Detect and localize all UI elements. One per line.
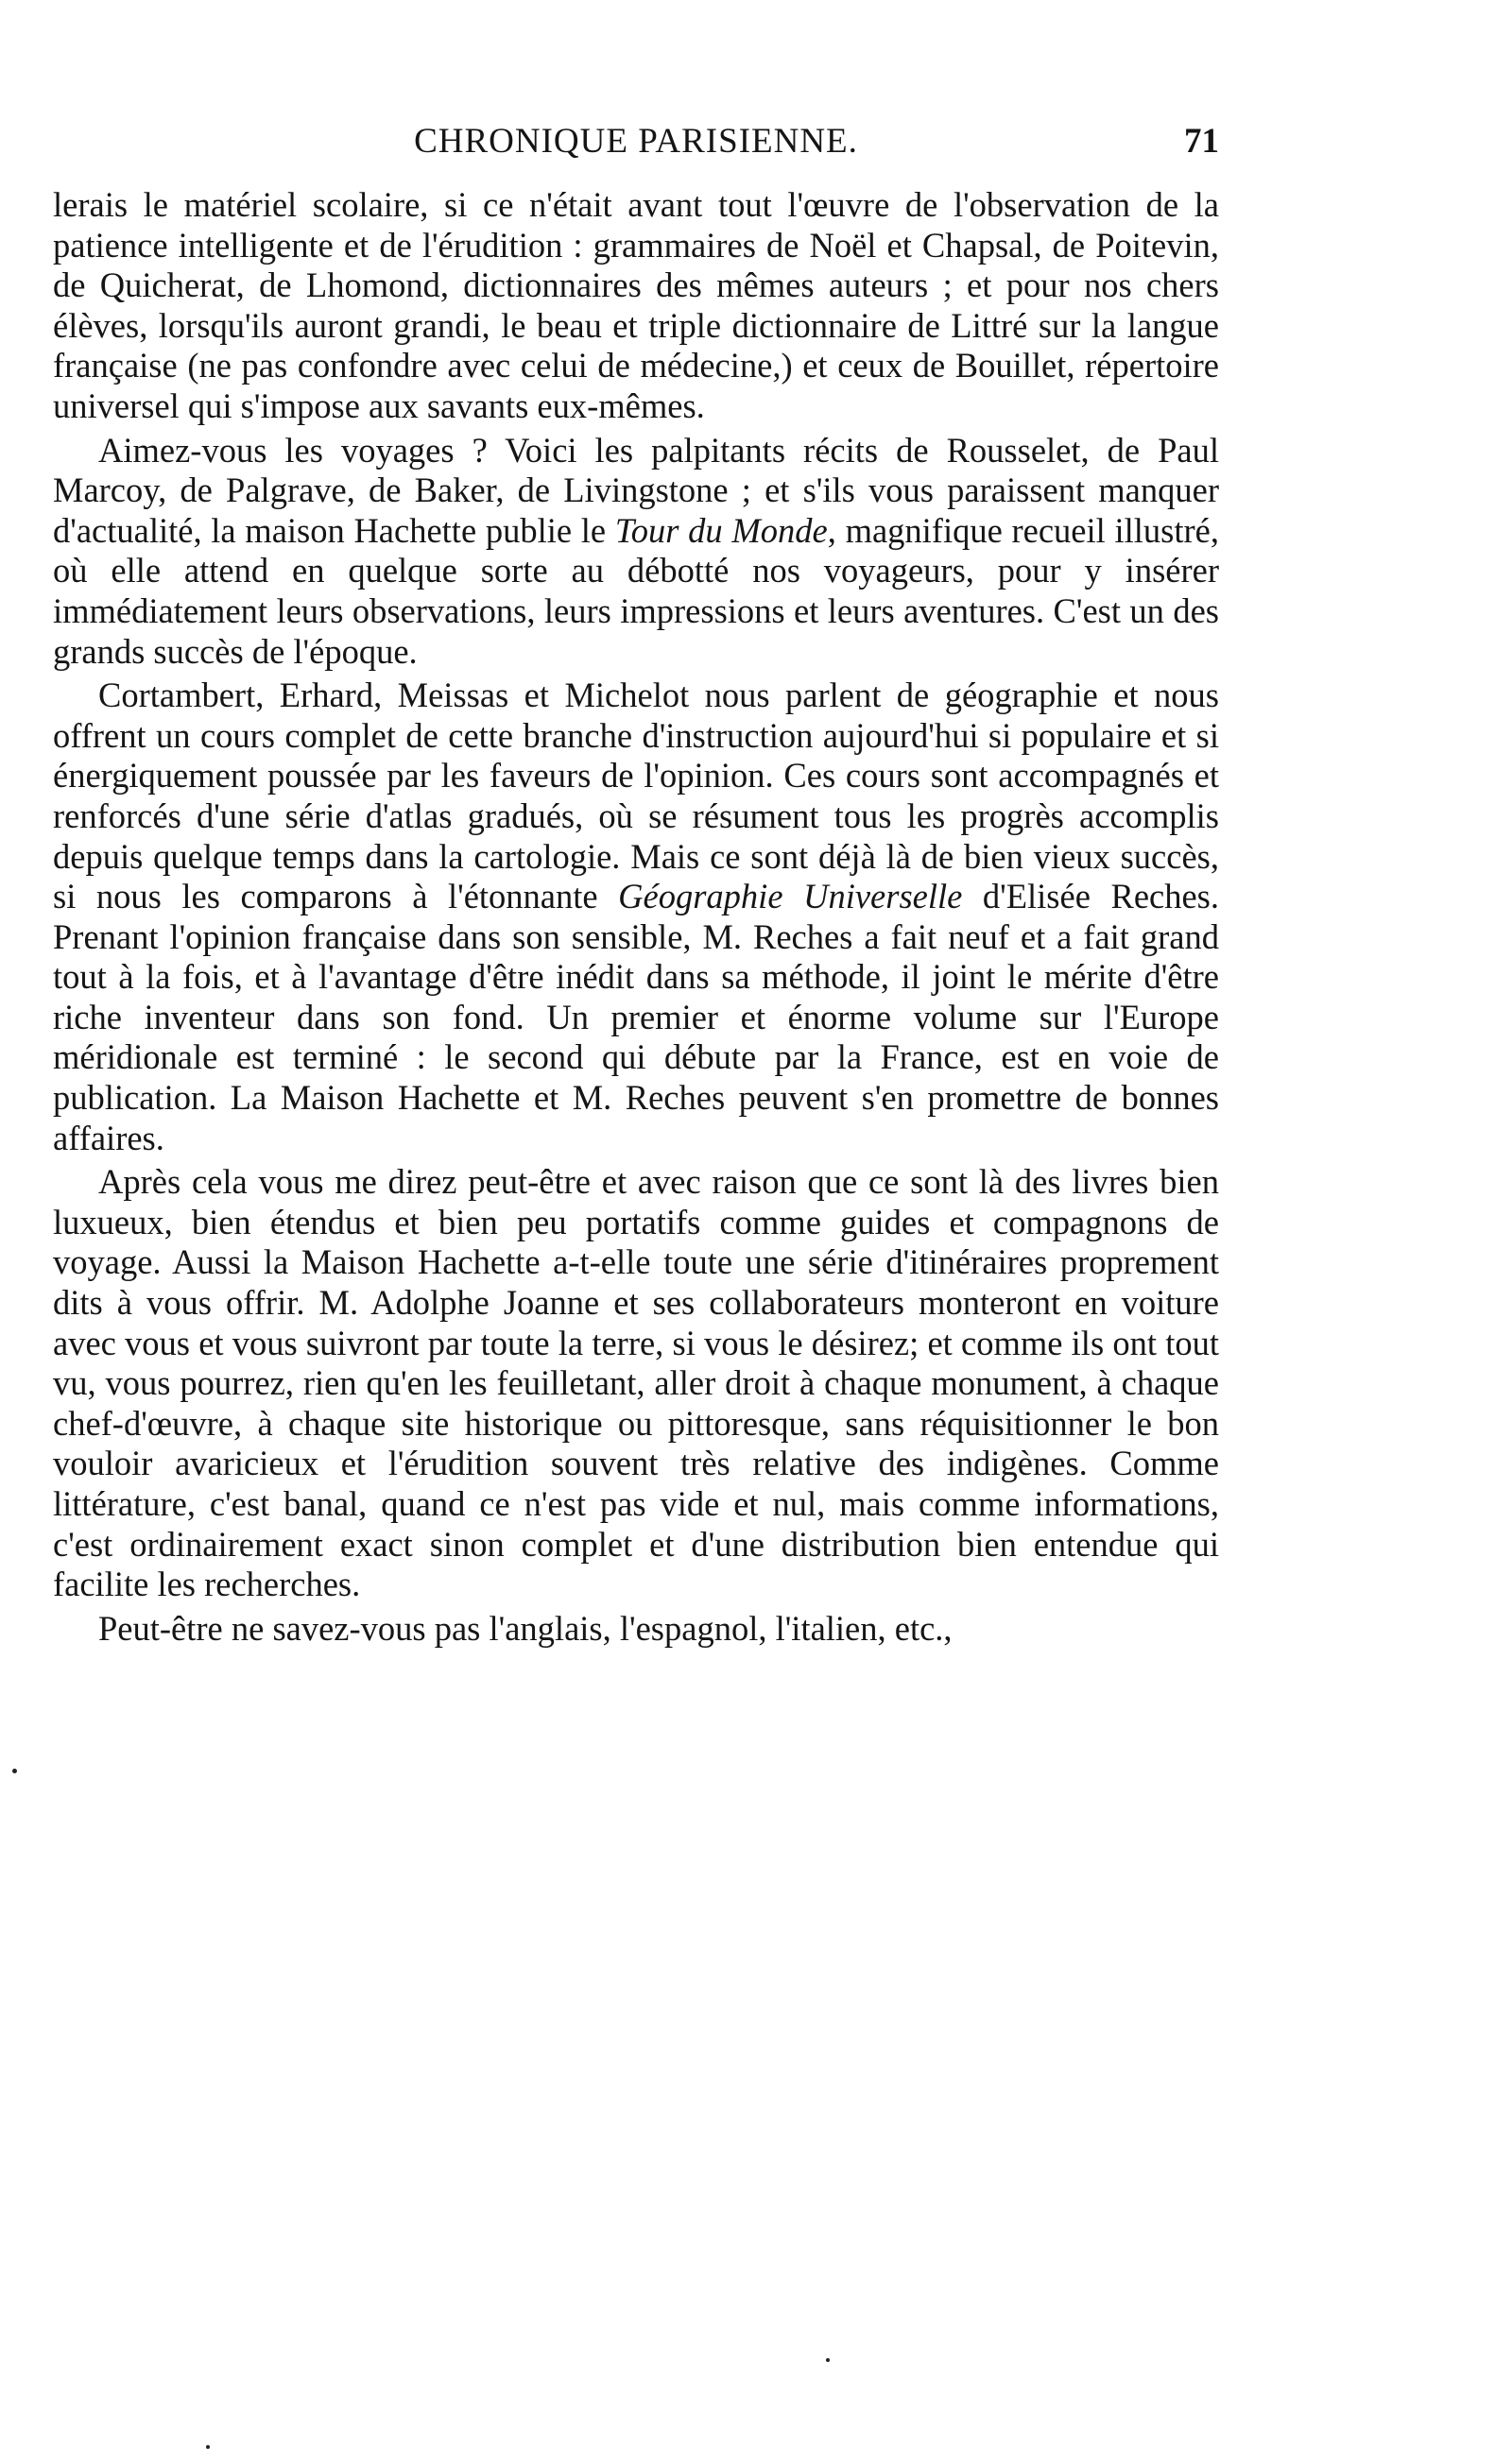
paragraph-text: Aimez-vous les voyages ? Voici les palpitants récits de Rousselet, de Paul Marcoy, de Palgrave, de Baker, de Livingstone ; et s'ils vous paraissent manquer d'actualité, la maison Hachette publie le xyxy=(53,430,1219,550)
paragraph-text: Peut-être ne savez-vous pas l'anglais, l'espagnol, l'italien, etc., xyxy=(98,1608,953,1648)
body-text xyxy=(53,185,1219,1652)
running-title: CHRONIQUE PARISIENNE. xyxy=(414,122,858,161)
paragraph-itineraries xyxy=(53,1162,1219,1605)
ink-speck xyxy=(12,1769,17,1773)
ink-speck xyxy=(826,2358,830,2362)
paragraph-text: lerais le matériel scolaire, si ce n'était avant tout l'œuvre de l'observation de la patience intelligente et de l'érudition : grammaires de Noël et Chapsal, de Poitevin, de Quicherat, de Lhomond, dictionnaires des mêmes auteurs ; et pour nos chers élèves, lorsqu'ils auront grandi, le beau et triple dictionnaire de Littré sur la langue française (ne pas confondre avec celui de médecine,) et ceux de Bouillet, répertoire universel qui s'impose aux savants eux-mêmes. xyxy=(53,185,1219,425)
italic-title: Tour du Monde xyxy=(614,510,828,550)
italic-title: Géographie Universelle xyxy=(618,877,963,916)
page-number: 71 xyxy=(1184,122,1219,161)
ink-speck xyxy=(206,2445,210,2449)
paragraph-geography xyxy=(53,676,1219,1158)
running-head xyxy=(53,121,1219,174)
paragraph-school-materials xyxy=(53,185,1219,427)
paragraph-text: d'Elisée Reches. Prenant l'opinion française dans son sensible, M. Reches a fait neuf et a fait grand tout à la fois, et à l'avantage d'être inédit dans sa méthode, il joint le mérite d'être riche inventeur dans son fond. Un premier et énorme volume sur l'Europe méridionale est terminé : le second qui débute par la France, est en voie de publication. La Maison Hachette et M. Reches peuvent s'en promettre de bonnes affaires. xyxy=(53,877,1220,1157)
paragraph-languages xyxy=(53,1609,1219,1650)
paragraph-text: Après cela vous me direz peut-être et avec raison que ce sont là des livres bien luxueux, bien étendus et bien peu portatifs comme guides et compagnons de voyage. Aussi la Maison Hachette a-t-elle toute une série d'itinéraires proprement dits à vous offrir. M. Adolphe Joanne et ses collaborateurs monteront en voiture avec vous et vous suivront par toute la terre, si vous le désirez; et comme ils ont tout vu, vous pourrez, rien qu'en les feuilletant, aller droit à chaque monument, à chaque chef-d'œuvre, à chaque site historique ou pittoresque, sans réquisitionner le bon vouloir avaricieux et l'érudition souvent très relative des indigènes. Comme littérature, c'est banal, quand ce n'est pas vide et nul, mais comme informations, c'est ordinairement exact sinon complet et d'une distribution bien entendue qui facilite les recherches. xyxy=(53,1162,1219,1604)
paragraph-text: , magnifique recueil illustré, où elle attend en quelque sorte au débotté nos voyageurs, pour y insérer immédiatement leurs observations, leurs impressions et leurs aventures. C'est un des grands succès de l'époque. xyxy=(53,510,1219,671)
paragraph-travel-books xyxy=(53,431,1219,673)
paragraph-text: Cortambert, Erhard, Meissas et Michelot nous parlent de géographie et nous offrent un cours complet de cette branche d'instruction aujourd'hui si populaire et si énergiquement poussée par les faveurs de l'opinion. Ces cours sont accompagnés et renforcés d'une série d'atlas gradués, où se résument tous les progrès accomplis depuis quelque temps dans la cartologie. Mais ce sont déjà là de bien vieux succès, si nous les comparons à l'étonnante xyxy=(53,676,1219,916)
